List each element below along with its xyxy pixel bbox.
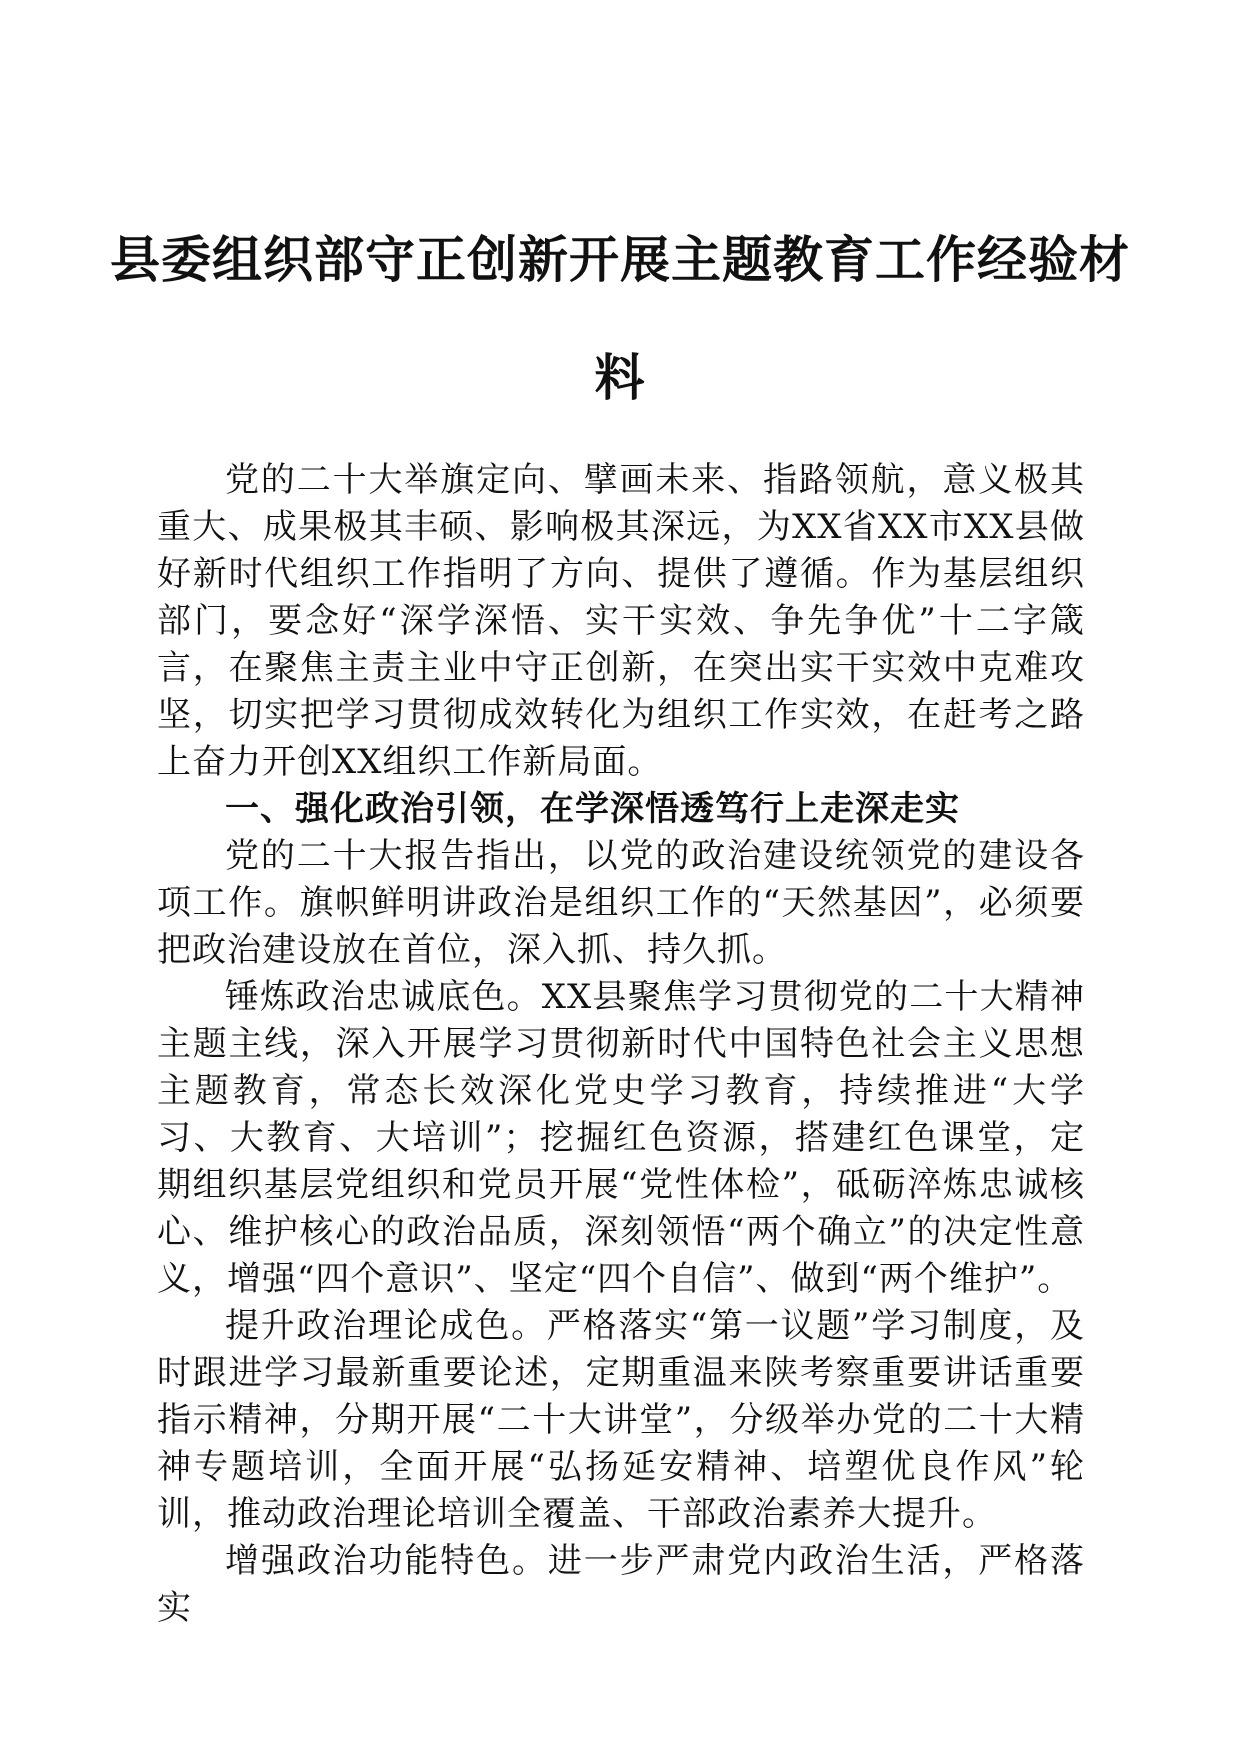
document-body: [157, 457, 1085, 1632]
paragraph-political-function: 增强政治功能特色。进一步严肃党内政治生活，严格落实: [157, 1541, 1085, 1628]
paragraph-intro: 党的二十大举旗定向、擘画未来、指路领航，意义极其重大、成果极其丰硕、影响极其深远，为XX省XX市XX县做好新时代组织工作指明了方向、提供了遵循。作为基层组织部门，要念好“深学深悟、实干实效、争先争优”十二字箴言，在聚焦主责主业中守正创新，在突出实干实效中克难攻坚，切实把学习贯彻成效转化为组织工作实效，在赶考之路上奋力开创XX组织工作新局面。: [157, 460, 1085, 782]
document-title-line-1: 县委组织部守正创新开展主题教育工作经验材: [110, 230, 1130, 289]
paragraph-political-loyalty: 锤炼政治忠诚底色。XX县聚焦学习贯彻党的二十大精神主题主线，深入开展学习贯彻新时代中国特色社会主义思想主题教育，常态长效深化党史学习教育，持续推进“大学习、大教育、大培训”；挖掘红色资源，搭建红色课堂，定期组织基层党组织和党员开展“党性体检”，砥砺淬炼忠诚核心、维护核心的政治品质，深刻领悟“两个确立”的决定性意义，增强“四个意识”、坚定“四个自信”、做到“两个维护”。: [157, 977, 1085, 1299]
section-heading-1: 一、强化政治引领，在学深悟透笃行上走深走实: [225, 789, 960, 829]
paragraph-political-theory: 提升政治理论成色。严格落实“第一议题”学习制度，及时跟进学习最新重要论述，定期重温来陕考察重要讲话重要指示精神，分期开展“二十大讲堂”，分级举办党的二十大精神专题培训，全面开展“弘扬延安精神、培塑优良作风”轮训，推动政治理论培训全覆盖、干部政治素养大提升。: [157, 1306, 1085, 1534]
document-title-line-2: 料: [594, 348, 646, 407]
paragraph-section-1-intro: 党的二十大报告指出，以党的政治建设统领党的建设各项工作。旗帜鲜明讲政治是组织工作的“天然基因”，必须要把政治建设放在首位，深入抓、持久抓。: [157, 836, 1085, 970]
